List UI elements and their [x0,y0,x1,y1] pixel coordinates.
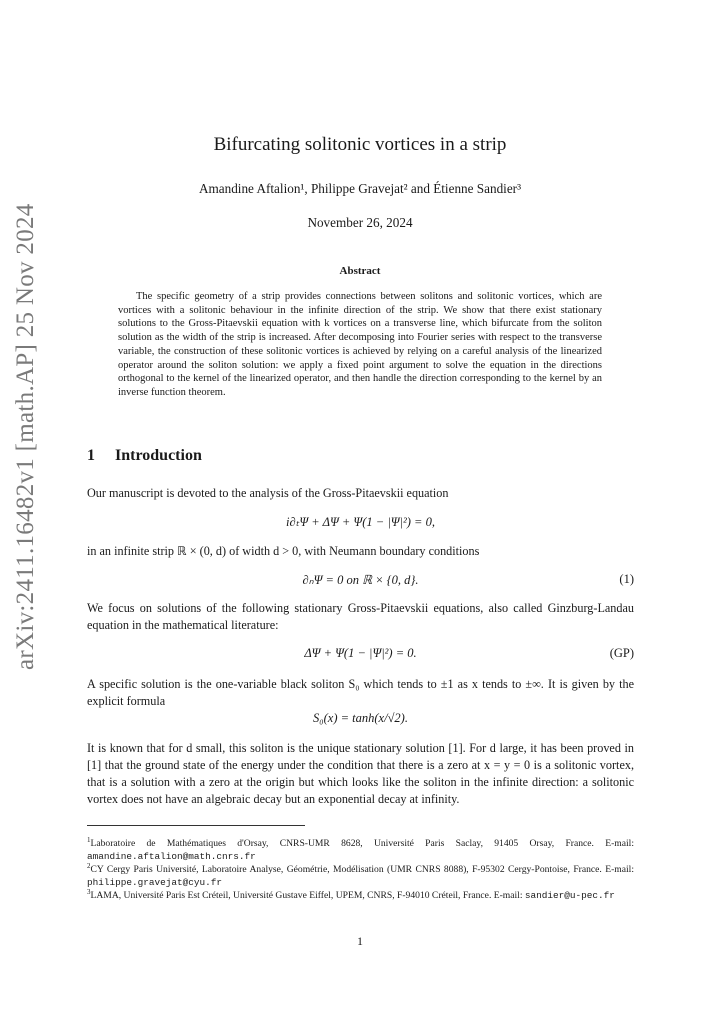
paragraph-2: in an infinite strip ℝ × (0, d) of width d > 0, with Neumann boundary conditions [87,544,480,558]
equation-gp-tag: (GP) [609,646,634,660]
page-number: 1 [357,934,363,948]
footnote-3-text: LAMA, Université Paris Est Créteil, Université Gustave Eiffel, UPEM, CNRS, F-94010 Créteil, France. E-mail: [90,890,525,902]
footnote-rule [87,825,305,826]
footnote-1-email[interactable]: amandine.aftalion@math.cnrs.fr [87,850,256,862]
section-title: Introduction [115,447,202,464]
equation-neumann-tag: (1) [619,572,634,586]
footnote-2-mark: 2 [87,862,91,870]
paragraph-1: Our manuscript is devoted to the analysis of the Gross-Pitaevskii equation [87,486,449,500]
section-number: 1 [87,447,95,464]
equation-neumann-text: ∂ₙΨ = 0 on ℝ × {0, d}. [302,573,419,587]
footnote-2-text: CY Cergy Paris Université, Laboratoire Analyse, Géométrie, Modélisation (UMR CNRS 8088), F-95302 Cergy-Pontoise, France. E-mail: [90,864,634,876]
equation-gp-time-text: i∂ₜΨ + ΔΨ + Ψ(1 − |Ψ|²) = 0, [286,515,435,529]
equation-neumann [87,572,634,588]
abstract-text: The specific geometry of a strip provides connections between solitons and solitonic vortices, which are vortices with a solitonic behaviour in the infinite direction of the strip. We show that there exist stationary solutions to the Gross-Pitaevskii equation with k vortices on a transverse line, which bifurcate from the soliton solution as the width of the strip is increased. After decomposing into Fourier series with respect to the transverse variable, the construction of these solitonic vortices is achieved by relying on a careful analysis of the linearized operator around the soliton solution: we apply a fixed point argument to solve the equation in the directions orthogonal to the kernel of the linearized operator, and then handle the direction corresponding to the kernel by an inverse function theorem. [118,291,602,398]
equation-soliton-text: S₀(x) = tanh(x/√2). [313,711,408,725]
footnote-1-text: Laboratoire de Mathématiques d'Orsay, CNRS-UMR 8628, Université Paris Saclay, 91405 Orsay, France. E-mail: [90,838,634,850]
abstract-heading: Abstract [339,265,381,277]
arxiv-stamp: arXiv:2411.16482v1 [math.AP] 25 Nov 2024 [12,203,39,670]
paper-title: Bifurcating solitonic vortices in a strip [213,134,507,155]
paragraph-5: It is known that for d small, this soliton is the unique stationary solution [1]. For d large, it has been proved in [1] that the ground state of the energy under the condition that there is a zero at x = y = 0 is a solitonic vortex, that is a solution with a zero at the origin but which looks like the soliton in the infinite direction: a solitonic vortex does not have an algebraic decay but an exponential decay at infinity. [87,741,634,806]
footnote-1 [87,834,634,863]
authors: Amandine Aftalion¹, Philippe Gravejat² and Étienne Sandier³ [198,181,522,196]
equation-gp-stationary-text: ΔΨ + Ψ(1 − |Ψ|²) = 0. [304,646,417,660]
footnote-3-email[interactable]: sandier@u-pec.fr [524,890,615,902]
equation-soliton [87,711,634,726]
footnote-2 [87,860,634,889]
footnote-3-mark: 3 [87,888,91,896]
equation-gp-stationary [87,646,634,661]
date: November 26, 2024 [307,215,413,230]
footnote-1-mark: 1 [87,836,91,844]
paragraph-4: A specific solution is the one-variable black soliton S₀ which tends to ±1 as x tends to ±∞. It is given by the explicit formula [87,677,634,708]
paragraph-3: We focus on solutions of the following stationary Gross-Pitaevskii equations, also called Ginzburg-Landau equation in the mathematical literature: [87,601,634,632]
equation-gp-time [87,514,634,530]
section-heading [87,447,202,465]
footnote-2-email[interactable]: philippe.gravejat@cyu.fr [87,876,223,888]
footnote-3 [87,886,634,903]
